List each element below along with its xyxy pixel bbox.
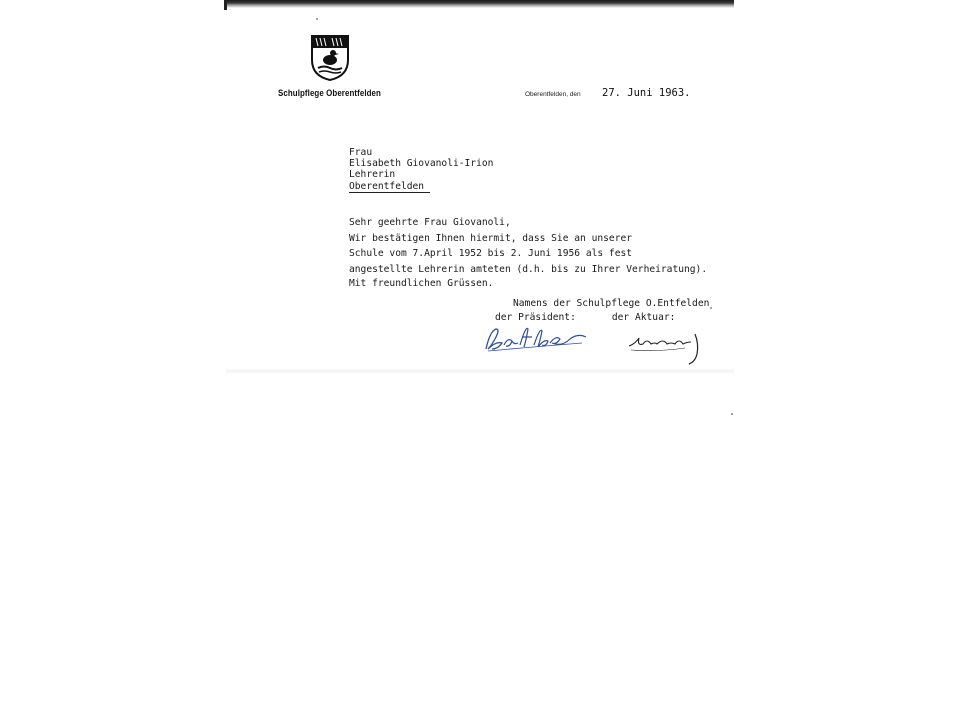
signature-block: [495, 297, 709, 325]
actuary-signature: [627, 330, 703, 366]
letter-body: [349, 215, 707, 277]
recipient-line: Frau: [349, 147, 373, 158]
body-line: angestellte Lehrerin amteten (d.h. bis zu Ihrer Verheiratung).: [349, 263, 708, 275]
recipient-address: [349, 147, 493, 193]
scan-speck: [731, 413, 733, 415]
scan-top-edge: [226, 0, 734, 8]
recipient-line: Elisabeth Giovanoli-Irion: [349, 158, 494, 170]
president-signature: [482, 323, 592, 353]
coat-of-arms-icon: [310, 34, 350, 82]
president-label: der Präsident:: [495, 312, 576, 323]
scan-speck: [316, 18, 318, 20]
actuary-label: der Aktuar:: [611, 312, 676, 323]
letter-date: 27. Juni 1963.: [602, 87, 691, 99]
recipient-line: Lehrerin: [349, 169, 396, 181]
scan-speck: [710, 307, 712, 309]
on-behalf-line: Namens der Schulpflege O.Entfelden: [513, 298, 710, 309]
place-label: Oberentfelden, den: [525, 91, 581, 98]
paper-fold-line: [226, 368, 734, 374]
salutation: Sehr geehrte Frau Giovanoli,: [349, 217, 511, 228]
closing: Mit freundlichen Grüssen.: [349, 278, 494, 289]
recipient-line: Oberentfelden: [349, 182, 430, 193]
body-line: Wir bestätigen Ihnen hiermit, dass Sie an unserer: [349, 232, 633, 244]
organization-name: Schulpflege Oberentfelden: [278, 88, 381, 98]
scan-left-edge: [224, 0, 227, 10]
body-line: Schule vom 7.April 1952 bis 2. Juni 1956 als fest: [349, 248, 633, 259]
